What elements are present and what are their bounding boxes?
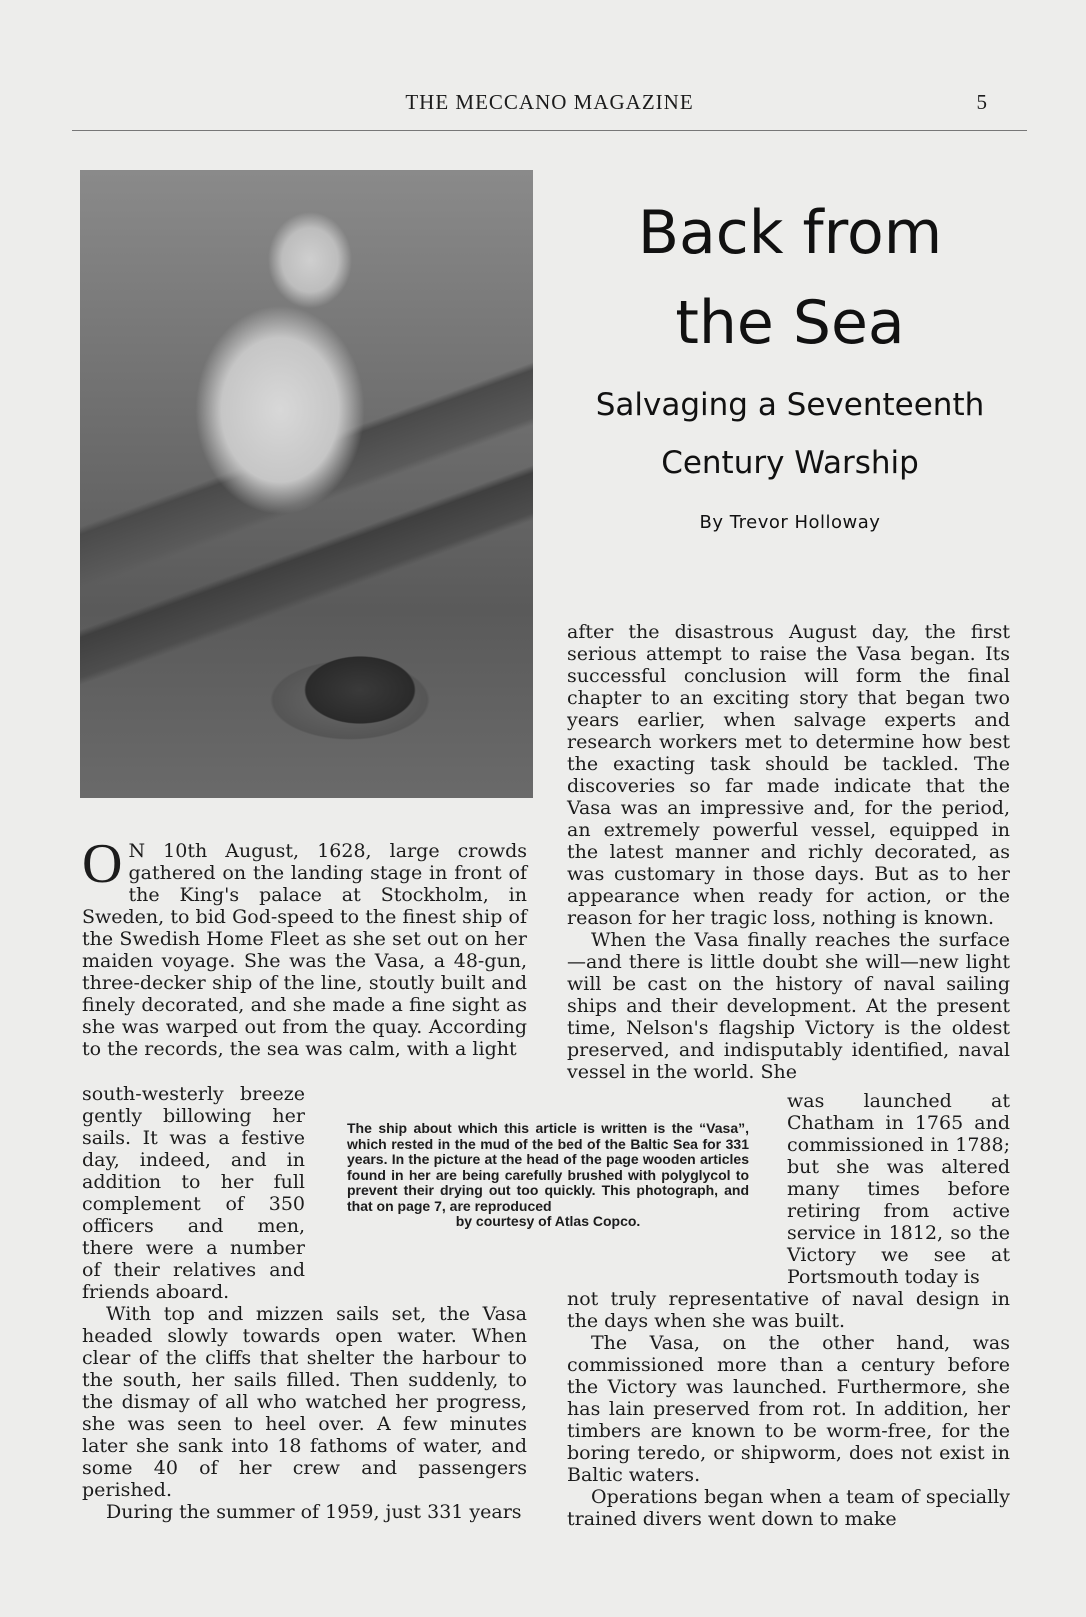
right-paragraph-1: after the disastrous August day, the first serious attempt to raise the Vasa began. Its successful conclusion will form the final chapter to an exciting story that began two years earlier, when salvage experts and research workers met to determine how best the exacting task should be tackled. The discoveries so far made indicate that the Vasa was an impressive and, for the period, an extremely powerful vessel, equipped in the latest manner and richly decorated, as was customary in those days. But as to her appearance when ready for action, or the reason for her tragic loss, nothing is known. [567,621,1010,929]
subtitle-line-1: Salvaging a Seventeenth [595,387,985,423]
left-paragraph-2: With top and mizzen sails set, the Vasa headed slowly towards open water. When clear of the cliffs that shelter the harbour to the south, her sails filled. Then suddenly, to the dismay of all who watched her progress, she was seen to heel over. A few minutes later she sank into 18 fathoms of water, and some 40 of her crew and passengers perished. [82,1303,527,1501]
headline-line-1: Back from [637,198,943,268]
page-header [72,90,1027,131]
drop-cap: O [82,833,123,895]
left-paragraph-1-text: N 10th August, 1628, large crowds gathered on the landing stage in front of the King's palace at Stockholm, in Sweden, to bid God-speed to the finest ship of the Swedish Home Fleet as she set out on her maiden voyage. She was the Vasa, a 48-gun, three-decker ship of the line, stoutly built and finely decorated, and she made a fine sight as she was warped out from the quay. According to the records, the sea was calm, with a light [82,840,527,1060]
right-paragraph-4: The Vasa, on the other hand, was commissioned more than a century before the Victory was launched. Furthermore, she has lain preserved from rot. In addition, her timbers are known to be worm-free, for the boring teredo, or shipworm, does not exist in Baltic waters. [567,1332,1010,1486]
right-narrow-text: was launched at Chatham in 1765 and commissioned in 1788; but she was altered many times before retiring from active service in 1812, so the Victory we see at Portsmouth today is [787,1090,1010,1288]
byline: By Trevor Holloway [699,512,881,533]
subtitle-line-2: Century Warship [661,445,919,481]
photo-caption [347,1121,749,1230]
right-paragraph-2: When the Vasa finally reaches the surface —and there is little doubt she will—new light will be cast on the history of naval sailing ships and their development. At the present time, Nelson's flagship Victory is the oldest preserved, and indisputably identified, naval vessel in the world. She [567,929,1010,1083]
article-photo [80,170,533,798]
caption-credit: by courtesy of Atlas Copco. [455,1213,641,1229]
left-paragraph-1 [82,833,527,1060]
caption-text: The ship about which this article is written is the “Vasa”, which rested in the mud of the bed of the Baltic Sea for 331 years. In the picture at the head of the page wooden articles found in her are being carefully brushed with polyglycol to prevent their drying out too quickly. This photograph, and that on page 7, are reproduced [347,1120,749,1214]
left-paragraph-3: During the summer of 1959, just 331 years [106,1501,522,1523]
right-paragraph-5: Operations began when a team of specially trained divers went down to make [567,1486,1010,1530]
right-paragraph-3: not truly representative of naval design in the days when she was built. [567,1288,1010,1332]
headline-line-2: the Sea [675,288,905,358]
page-number: 5 [976,90,987,114]
left-narrow-text: south-westerly breeze gently billowing her sails. It was a festive day, indeed, and in addition to her full complement of 350 officers and men, there were a number of their relatives and friends aboard. [82,1083,305,1303]
magazine-title: THE MECCANO MAGAZINE [405,90,694,114]
